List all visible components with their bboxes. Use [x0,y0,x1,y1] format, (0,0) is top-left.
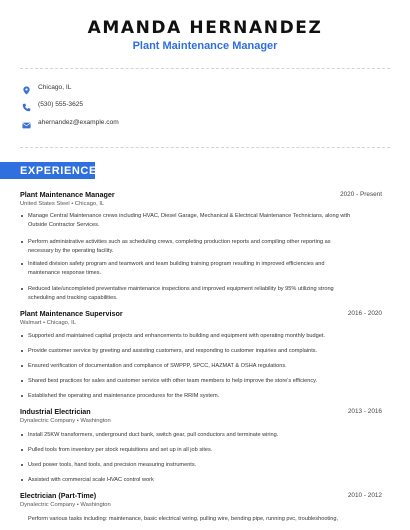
contact-divider [20,147,390,148]
job-dates: 2013 - 2016 [347,408,382,415]
contact-phone-text: (530) 555-3625 [38,101,84,108]
contact-location [22,83,72,97]
job-company: Walmart [20,320,42,326]
job-company: United States Steel [20,201,70,207]
job-bullet: Perform administrative activities such as scheduling crews, completing production reports and compiling other reporting as necessary by the operating facility. [28,238,356,256]
job-bullet: Shared best practices for sales and customer service with other team members to help improve the store's efficiency. [28,377,356,386]
job-bullet: Established the operating and maintenance procedures for the RRIM system. [28,392,356,401]
job-bullet: Install 25KW transformers, underground duct bank, switch gear, pull conductors and terminate wiring. [28,431,356,440]
job-bullet: Supported and maintained capital projects and enhancements to building and equipment with operating monthly budget. [28,332,356,341]
job-bullet: Perform various tasks including: maintenance, basic electrical wiring, pulling wire, bending pipe, running pvc, troubleshooting, [28,515,356,524]
contact-phone [22,100,84,114]
job-bullet: Ensured verification of documentation and compliance of SWPPP, SPCC, HAZMAT & OSHA regulations. [28,362,356,371]
job-bullet: Pulled tools from inventory per stock requisitions and set up in all job sites. [28,446,356,455]
job-location: Washington [80,502,111,508]
job-location: Washington [80,418,111,424]
job-title: Plant Maintenance Supervisor [20,309,123,318]
job-bullet: Used power tools, hand tools, and precision measuring instruments. [28,461,356,470]
job-dates: 2020 - Present [340,191,382,198]
job-bullet: Assisted with commercial scale HVAC control work [28,476,356,485]
envelope-icon [22,121,31,130]
job-company: Dynalectric Company [20,502,76,508]
map-pin-icon [22,86,31,95]
job-dates: 2016 - 2020 [347,310,382,317]
job-employer: Walmart • Chicago, IL [20,320,76,326]
experience-heading: EXPERIENCE [20,165,97,177]
candidate-name: AMANDA HERNANDEZ [87,18,323,38]
job-location: Chicago, IL [74,201,105,207]
job-dates: 2010 - 2012 [347,492,382,499]
job-employer: Dynalectric Company • Washington [20,418,111,424]
job-bullet: Provide customer service by greeting and assisting customers, and responding to customer inquiries and complaints. [28,347,356,356]
job-location: Chicago, IL [46,320,76,326]
job-bullet: Manage Central Maintenance crews including HVAC, Diesel Garage, Mechanical & Electrical Maintenance Technicians, along with Outside Contractor Services. [28,212,356,230]
job-title: Electrician (Part-Time) [20,491,97,500]
contact-email [22,118,119,132]
contact-location-text: Chicago, IL [38,84,72,91]
job-bullet: Initiated division safety program and teamwork and team building training program resulting in improved efficiencies and maintenance response times. [28,260,356,278]
job-bullet: Reduced late/uncompleted preventative maintenance inspections and improved equipment reliability by 95% utilizing strong scheduling and tracking capabilities. [28,285,356,303]
header-divider [20,68,390,69]
job-employer: United States Steel • Chicago, IL [20,201,105,207]
phone-icon [22,103,31,112]
contact-email-text: ahernandez@example.com [38,119,119,126]
candidate-role: Plant Maintenance Manager [132,40,278,52]
job-title: Industrial Electrician [20,407,91,416]
job-employer: Dynalectric Company • Washington [20,502,111,508]
experience-heading-bar [0,162,95,179]
job-title: Plant Maintenance Manager [20,190,115,199]
job-company: Dynalectric Company [20,418,76,424]
